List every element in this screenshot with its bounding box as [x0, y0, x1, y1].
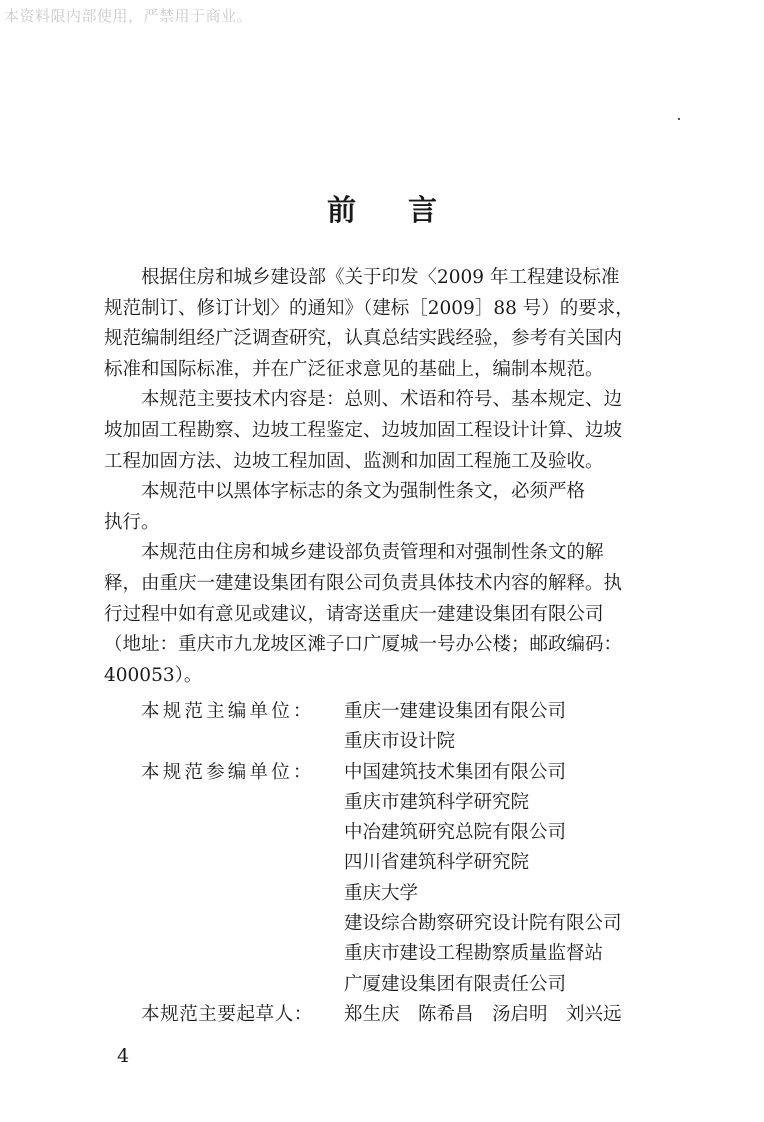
unit-name: 重庆一建建设集团有限公司 [344, 701, 567, 722]
text-line: 释，由重庆一建建设集团有限公司负责具体技术内容的解释。执 [104, 572, 623, 594]
text-line: 工程加固方法、边坡工程加固、监测和加固工程施工及验收。 [104, 450, 604, 472]
paragraph-2 [104, 385, 664, 477]
text-line: 行过程中如有意见或建议，请寄送重庆一建建设集团有限公司 [104, 603, 604, 625]
scan-dot [678, 118, 680, 120]
co-editor-row [104, 758, 664, 1000]
text-line: 执行。 [104, 511, 160, 533]
text-line: 标准和国际标准，并在广泛征求意见的基础上，编制本规范。 [104, 358, 604, 380]
unit-name: 重庆市设计院 [344, 731, 456, 753]
unit-name: 重庆大学 [344, 882, 419, 904]
text-line: 400053）。 [104, 664, 203, 686]
drafters-label: 本规范主要起草人： [141, 1003, 313, 1025]
text-line: 规范制订、修订计划〉的通知》（建标［2009］88 号）的要求， [104, 297, 634, 319]
paragraph-1 [104, 263, 664, 385]
preface-body [104, 263, 664, 691]
unit-name: 重庆市建设工程勘察质量监督站 [344, 943, 604, 965]
text-line: 本规范主要技术内容是：总则、术语和符号、基本规定、边 [141, 389, 623, 411]
text-line: 坡加固工程勘察、边坡工程鉴定、边坡加固工程设计计算、边坡 [104, 419, 623, 441]
chief-editor-label: 本规范主编单位： [141, 701, 315, 722]
unit-name: 中冶建筑研究总院有限公司 [344, 822, 567, 844]
chief-editor-row [104, 697, 664, 758]
text-line: （地址：重庆市九龙坡区滩子口广厦城一号办公楼；邮政编码： [104, 634, 623, 656]
units-list [104, 697, 664, 1030]
unit-name: 重庆市建筑科学研究院 [344, 791, 530, 813]
text-line: 根据住房和城乡建设部《关于印发〈2009 年工程建设标准 [141, 267, 620, 288]
co-editor-label: 本规范参编单位： [141, 761, 315, 783]
text-line: 本规范中以黑体字标志的条文为强制性条文，必须严格 [141, 481, 586, 503]
text-line: 本规范由住房和城乡建设部负责管理和对强制性条文的解 [141, 542, 604, 564]
paragraph-4 [104, 538, 664, 691]
unit-name: 建设综合勘察研究设计院有限公司 [344, 913, 622, 935]
page-number: 4 [117, 1045, 130, 1067]
watermark-text: 本资料限内部使用，严禁用于商业。 [4, 7, 253, 25]
drafters-row [104, 1000, 664, 1030]
unit-values [344, 758, 664, 1000]
unit-name: 广厦建设集团有限责任公司 [344, 973, 567, 995]
unit-name: 四川省建筑科学研究院 [344, 852, 530, 874]
unit-values [344, 697, 664, 758]
drafter-names: 郑生庆 陈希昌 汤启明 刘兴远 [344, 1003, 622, 1025]
page-title: 前言 [326, 193, 489, 227]
unit-name: 中国建筑技术集团有限公司 [344, 761, 567, 783]
paragraph-3 [104, 477, 664, 538]
text-line: 规范编制组经广泛调查研究，认真总结实践经验，参考有关国内 [104, 328, 623, 350]
